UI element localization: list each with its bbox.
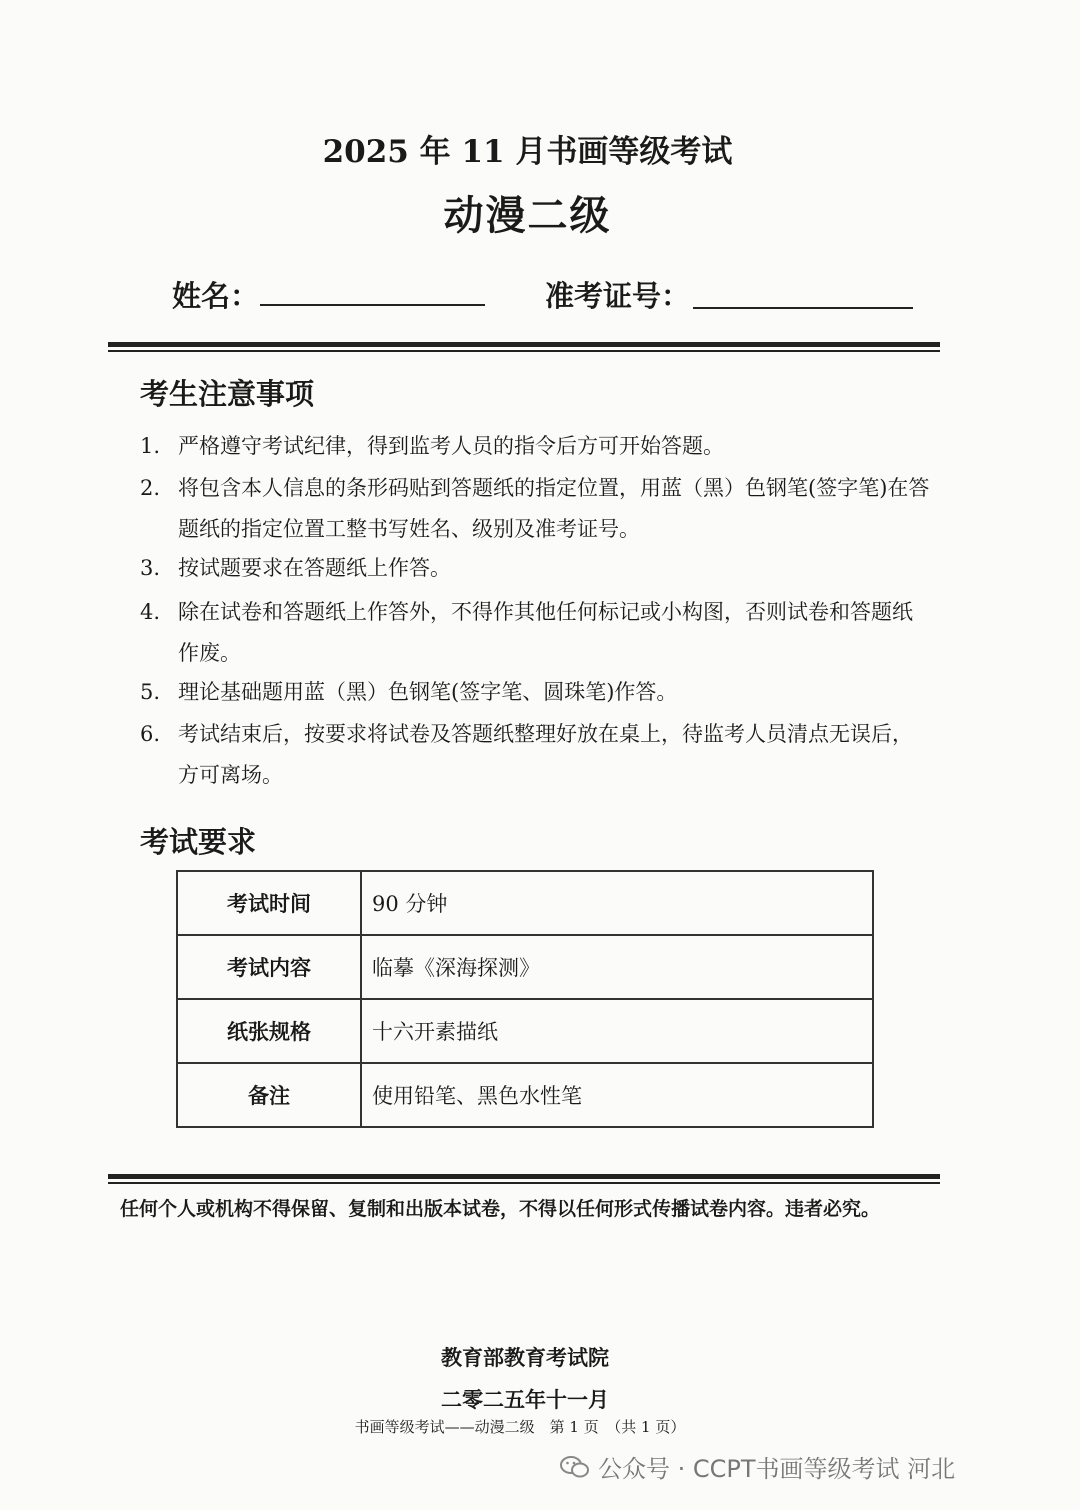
copyright-notice: 任何个人或机构不得保留、复制和出版本试卷，不得以任何形式传播试卷内容。违者必究。 [120,1198,881,1220]
requirement-key: 纸张规格 [177,999,361,1063]
notes-heading: 考生注意事项 [140,377,315,411]
table-row [177,935,873,999]
note-number: 2. [140,476,161,500]
requirement-key: 考试时间 [177,871,361,935]
bottom-divider-thick [108,1174,940,1179]
requirements-heading: 考试要求 [140,825,257,859]
note-number: 1. [140,434,161,458]
requirement-value: 十六开素描纸 [361,999,873,1063]
requirement-key: 备注 [177,1063,361,1127]
requirements-table [176,870,874,1128]
exam-title: 2025 年 11 月书画等级考试 [322,134,733,170]
note-item [140,714,930,796]
page-footer: 书画等级考试——动漫二级 第 1 页 （共 1 页） [354,1418,686,1436]
wechat-icon [560,1455,590,1479]
table-row [177,999,873,1063]
note-number: 4. [140,600,161,624]
top-divider-thin [108,350,940,352]
id-label: 准考证号： [545,279,691,313]
requirement-value: 使用铅笔、黑色水性笔 [361,1063,873,1127]
requirement-value: 临摹《深海探测》 [361,935,873,999]
note-text: 严格遵守考试纪律，得到监考人员的指令后方可开始答题。 [178,434,724,458]
note-text: 将包含本人信息的条形码贴到答题纸的指定位置，用蓝（黑）色钢笔(签字笔)在答题纸的指定位置工整书写姓名、级别及准考证号。 [178,476,930,541]
watermark-text: 公众号 · CCPT书画等级考试 河北 [598,1455,956,1483]
note-text: 理论基础题用蓝（黑）色钢笔(签字笔、圆珠笔)作答。 [178,680,678,704]
note-number: 6. [140,722,161,746]
issuer-date: 二零二五年十一月 [441,1387,609,1412]
note-text: 按试题要求在答题纸上作答。 [178,556,451,580]
bottom-divider-thin [108,1182,940,1184]
note-item [140,672,930,713]
note-number: 5. [140,680,161,704]
issuer-org: 教育部教育考试院 [441,1345,609,1370]
requirement-key: 考试内容 [177,935,361,999]
note-item [140,426,930,467]
table-row [177,1063,873,1127]
note-item [140,592,930,674]
id-blank-line [693,307,913,309]
watermark [560,1449,955,1484]
name-blank-line [260,304,485,306]
top-divider-thick [108,342,940,347]
note-text: 除在试卷和答题纸上作答外，不得作其他任何标记或小构图，否则试卷和答题纸作废。 [178,600,913,665]
exam-level: 动漫二级 [443,192,612,239]
note-item [140,548,930,589]
note-text: 考试结束后，按要求将试卷及答题纸整理好放在桌上，待监考人员清点无误后，方可离场。 [178,722,913,787]
note-number: 3. [140,556,161,580]
requirement-value: 90 分钟 [361,871,873,935]
note-item [140,468,930,550]
name-label: 姓名： [172,279,260,313]
table-row [177,871,873,935]
